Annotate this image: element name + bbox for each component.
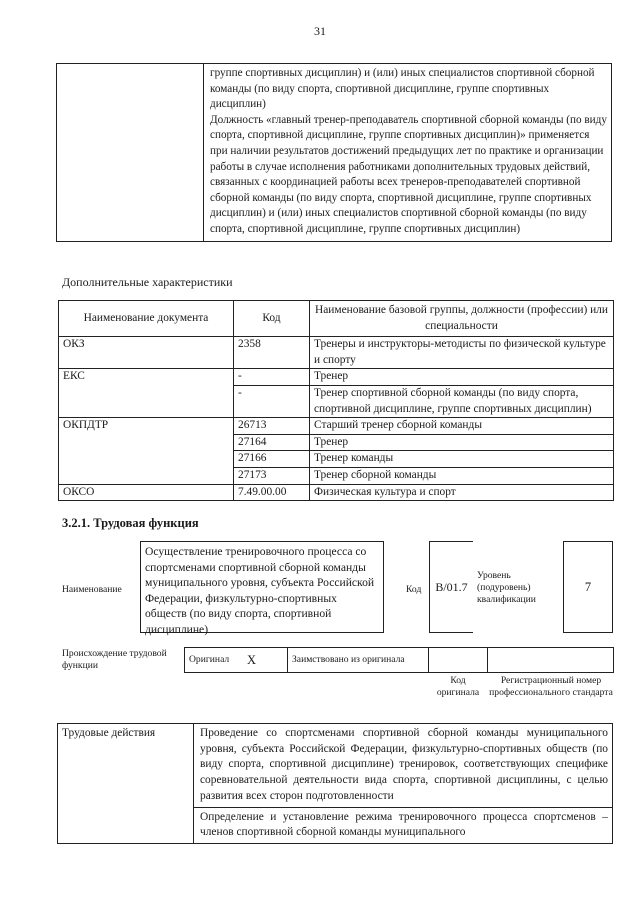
table-row bbox=[57, 64, 612, 242]
doc-okz: ОКЗ bbox=[59, 337, 234, 369]
name-cell: Тренеры и инструкторы-методисты по физической культуре и спорту bbox=[310, 337, 614, 369]
original-code-caption: Код оригинала bbox=[436, 675, 480, 698]
name-label: Наименование bbox=[62, 584, 122, 595]
empty-label-cell bbox=[57, 64, 204, 242]
labor-actions-table bbox=[57, 723, 613, 844]
header-document: Наименование документа bbox=[59, 301, 234, 337]
borrowed-cell bbox=[287, 647, 429, 673]
code-cell: - bbox=[234, 385, 310, 417]
origin-row bbox=[184, 647, 614, 673]
table-row bbox=[59, 337, 614, 369]
table-row bbox=[59, 484, 614, 501]
requirements-paragraph: группе спортивных дисциплин) и (или) иных специалистов спортивной сборной команды (по виду спорта, спортивной дисциплине, группе спортивных дисциплин) bbox=[210, 67, 595, 111]
page-number: 31 bbox=[314, 24, 326, 38]
code-cell: - bbox=[234, 369, 310, 386]
borrowed-label: Заимствовано из оригинала bbox=[292, 654, 405, 665]
original-mark: X bbox=[247, 652, 257, 667]
registration-number-cell bbox=[487, 647, 614, 673]
qualification-requirements-table bbox=[56, 63, 612, 242]
labor-action-item: Определение и установление режима тренировочного процесса спортсменов – членов спортивной сборной команды муниципального bbox=[194, 807, 613, 843]
table-row bbox=[59, 369, 614, 386]
original-label: Оригинал bbox=[189, 654, 230, 665]
name-cell: Тренер bbox=[310, 434, 614, 451]
registration-number-caption: Регистрационный номер профессионального стандарта bbox=[489, 675, 613, 698]
code-cell: 27173 bbox=[234, 467, 310, 484]
origin-label: Происхождение трудовой функции bbox=[62, 648, 167, 671]
doc-okso: ОКСО bbox=[59, 484, 234, 501]
additional-characteristics-title: Дополнительные характеристики bbox=[62, 275, 233, 289]
code-cell: 26713 bbox=[234, 418, 310, 435]
original-cell bbox=[184, 647, 288, 673]
code-cell: 2358 bbox=[234, 337, 310, 369]
doc-okpdtr: ОКПДТР bbox=[59, 418, 234, 484]
doc-eks: ЕКС bbox=[59, 369, 234, 418]
labor-action-item: Проведение со спортсменами спортивной сборной команды муниципального уровня, субъекта Российской Федерации, физкультурно-спортивных обществ (по виду спорта, спортивной дисциплине) тренировок, соответствующих специфике соревновательной деятельности вида спорта, спортивной дисциплины, с целью развития всех сторон подготовленности bbox=[194, 724, 613, 808]
header-code: Код bbox=[234, 301, 310, 337]
table-row bbox=[58, 724, 613, 808]
code-cell: 27164 bbox=[234, 434, 310, 451]
name-cell: Физическая культура и спорт bbox=[310, 484, 614, 501]
requirements-text-cell bbox=[204, 64, 612, 242]
name-cell: Тренер команды bbox=[310, 451, 614, 468]
code-cell: 27166 bbox=[234, 451, 310, 468]
name-cell: Тренер bbox=[310, 369, 614, 386]
additional-characteristics-table bbox=[58, 300, 614, 501]
code-cell: 7.49.00.00 bbox=[234, 484, 310, 501]
name-cell: Тренер спортивной сборной команды (по виду спорта, спортивной дисциплине, группе спортивных дисциплин) bbox=[310, 385, 614, 417]
labor-function-heading: 3.2.1. Трудовая функция bbox=[62, 516, 199, 530]
table-row bbox=[59, 418, 614, 435]
qualification-level-box: 7 bbox=[563, 541, 613, 633]
original-code-cell bbox=[428, 647, 488, 673]
requirements-paragraph: Должность «главный тренер-преподаватель спортивной сборной команды (по виду спорта, спортивной дисциплине, группе спортивных дисциплин)» применяется при наличии результатов достижений предыдущих лет по практике и организации работы в случае исполнения работниками дополнительных трудовых действий, связанных с координацией работы всех тренеров-преподавателей спортивной сборной команды (по виду спорта, спортивной дисциплине, группе спортивных дисциплин) и (или) иных специалистов спортивной сборной команды (по виду спорта, спортивной дисциплине, группе спортивных дисциплин) bbox=[210, 113, 607, 235]
function-code-box: В/01.7 bbox=[429, 541, 473, 633]
labor-actions-label: Трудовые действия bbox=[58, 724, 194, 844]
name-cell: Тренер сборной команды bbox=[310, 467, 614, 484]
code-label: Код bbox=[406, 584, 422, 595]
header-name: Наименование базовой группы, должности (профессии) или специальности bbox=[310, 301, 614, 337]
function-name-box: Осуществление тренировочного процесса со спортсменами спортивной сборной команды муниципального уровня, субъекта Российской Федерации, физкультурно-спортивных обществ (по виду спорта, спортивной дисциплине) bbox=[140, 541, 384, 633]
qualification-level-label: Уровень (подуровень) квалификации bbox=[477, 570, 536, 605]
table-header-row bbox=[59, 301, 614, 337]
name-cell: Старший тренер сборной команды bbox=[310, 418, 614, 435]
